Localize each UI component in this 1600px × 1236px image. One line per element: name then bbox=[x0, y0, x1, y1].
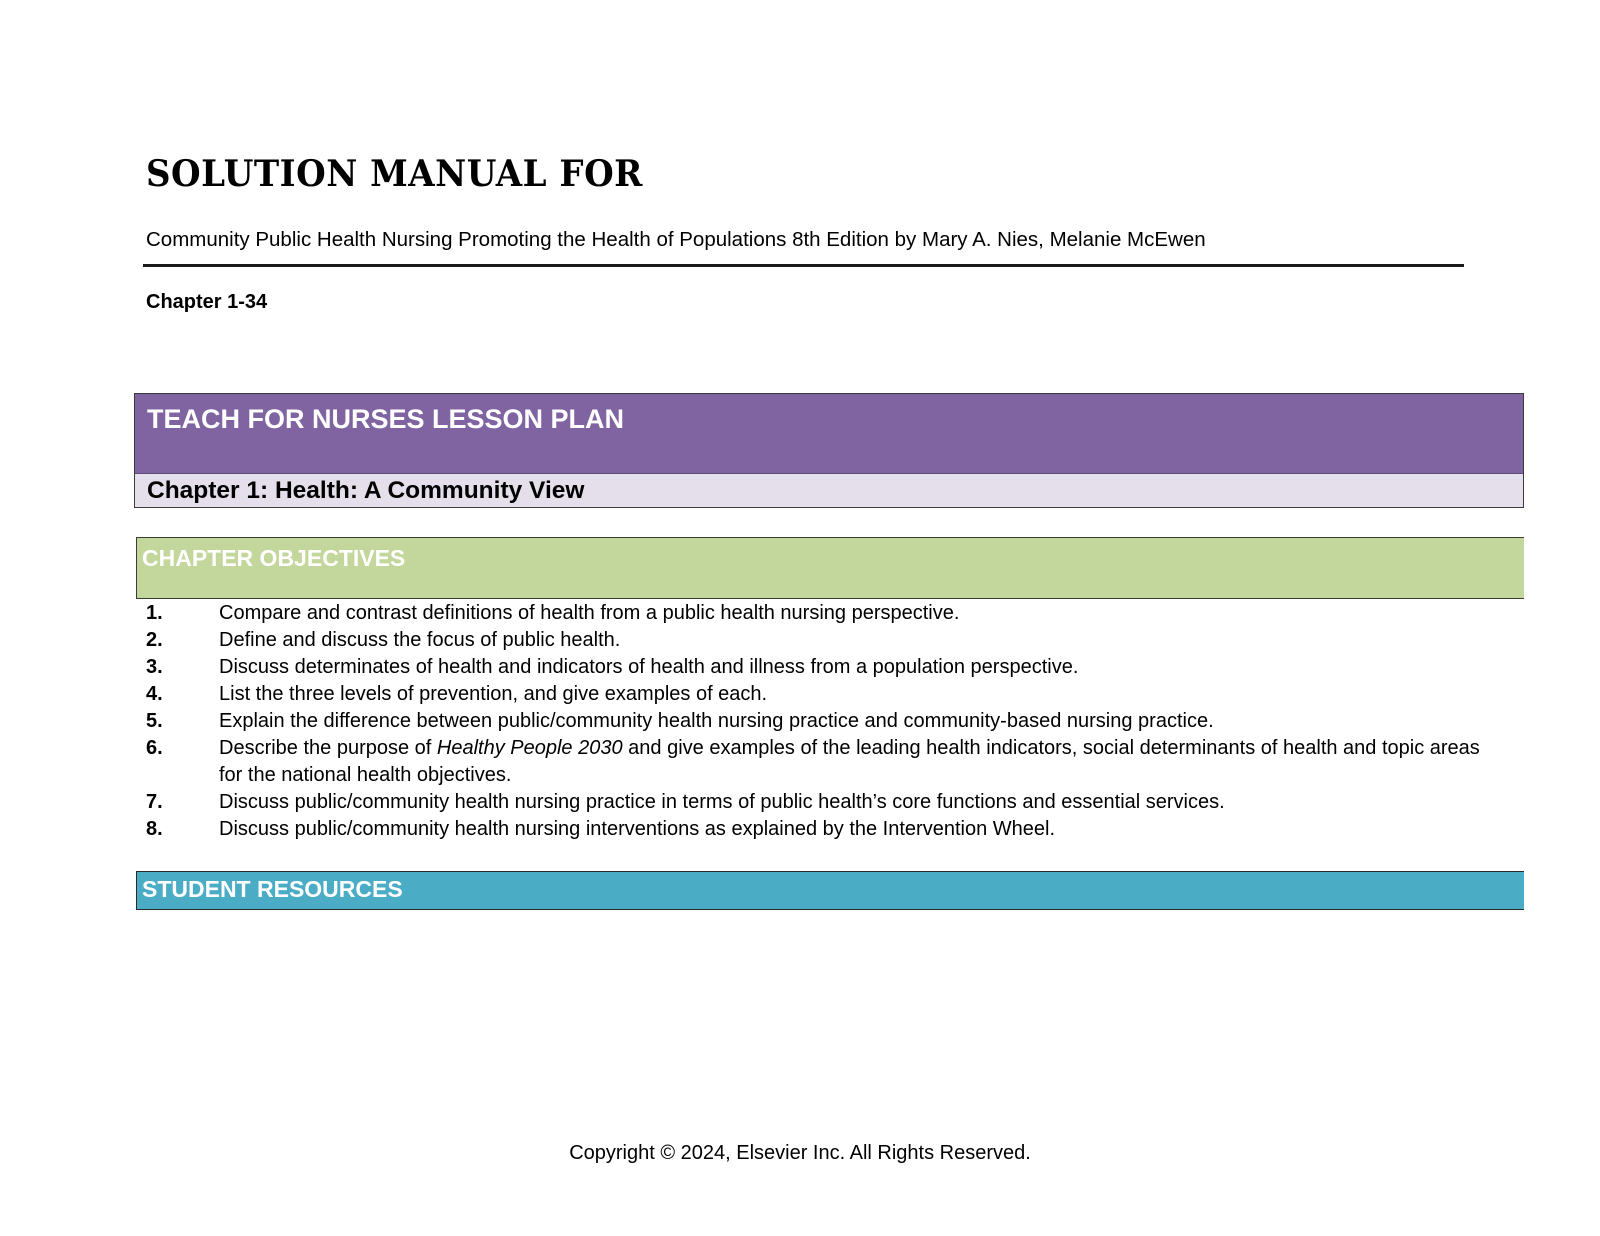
objective-text-italic: Healthy People 2030 bbox=[436, 737, 623, 759]
objective-item bbox=[146, 654, 1486, 681]
objective-number: 3. bbox=[146, 656, 163, 678]
objective-text: Discuss public/community health nursing practice in terms of public health’s core functions and essential services. bbox=[219, 791, 1225, 813]
objective-item bbox=[146, 627, 1486, 654]
chapter-title: Chapter 1: Health: A Community View bbox=[147, 477, 585, 504]
objective-text: Discuss public/community health nursing interventions as explained by the Intervention Wheel. bbox=[219, 818, 1055, 840]
chapter-title-bar bbox=[135, 474, 1523, 507]
objective-text: Compare and contrast definitions of health from a public health nursing perspective. bbox=[219, 602, 960, 624]
student-resources-header bbox=[136, 871, 1524, 910]
manual-title: SOLUTION MANUAL FOR bbox=[146, 152, 643, 196]
objective-text-end: and give examples of the leading health indicators, social determinants of health and topic areas for the national health objectives. bbox=[219, 737, 1480, 786]
objectives-list bbox=[146, 600, 1486, 843]
objective-item bbox=[146, 789, 1486, 816]
copyright-footer: Copyright © 2024, Elsevier Inc. All Rights Reserved. bbox=[569, 1142, 1031, 1164]
objective-text: Discuss determinates of health and indicators of health and illness from a population perspective. bbox=[219, 656, 1079, 678]
objective-text: Explain the difference between public/community health nursing practice and community-based nursing practice. bbox=[219, 710, 1214, 732]
student-resources-heading: STUDENT RESOURCES bbox=[142, 876, 403, 902]
objective-item bbox=[146, 708, 1486, 735]
objective-number: 5. bbox=[146, 710, 163, 732]
objectives-heading: CHAPTER OBJECTIVES bbox=[142, 545, 406, 571]
objective-text: Define and discuss the focus of public health. bbox=[219, 629, 621, 651]
objective-text: List the three levels of prevention, and give examples of each. bbox=[219, 683, 768, 705]
lesson-plan-header bbox=[135, 394, 1523, 474]
objective-number: 1. bbox=[146, 602, 163, 624]
lesson-plan-box bbox=[134, 393, 1524, 508]
objective-number: 2. bbox=[146, 629, 163, 651]
book-subtitle: Community Public Health Nursing Promoting the Health of Populations 8th Edition by Mary A. Nies, Melanie McEwen bbox=[146, 228, 1206, 251]
objective-text bbox=[219, 735, 1486, 789]
objective-item bbox=[146, 681, 1486, 708]
lesson-plan-title: TEACH FOR NURSES LESSON PLAN bbox=[147, 404, 625, 434]
objective-number: 4. bbox=[146, 683, 163, 705]
objective-item bbox=[146, 816, 1486, 843]
title-divider bbox=[143, 264, 1464, 267]
objectives-header bbox=[136, 537, 1524, 599]
objective-number: 7. bbox=[146, 791, 163, 813]
objective-item bbox=[146, 735, 1486, 789]
chapter-range: Chapter 1-34 bbox=[146, 291, 268, 313]
objective-text-start: Describe the purpose of bbox=[219, 737, 437, 759]
objective-item bbox=[146, 600, 1486, 627]
objective-number: 6. bbox=[146, 737, 163, 759]
objective-number: 8. bbox=[146, 818, 163, 840]
